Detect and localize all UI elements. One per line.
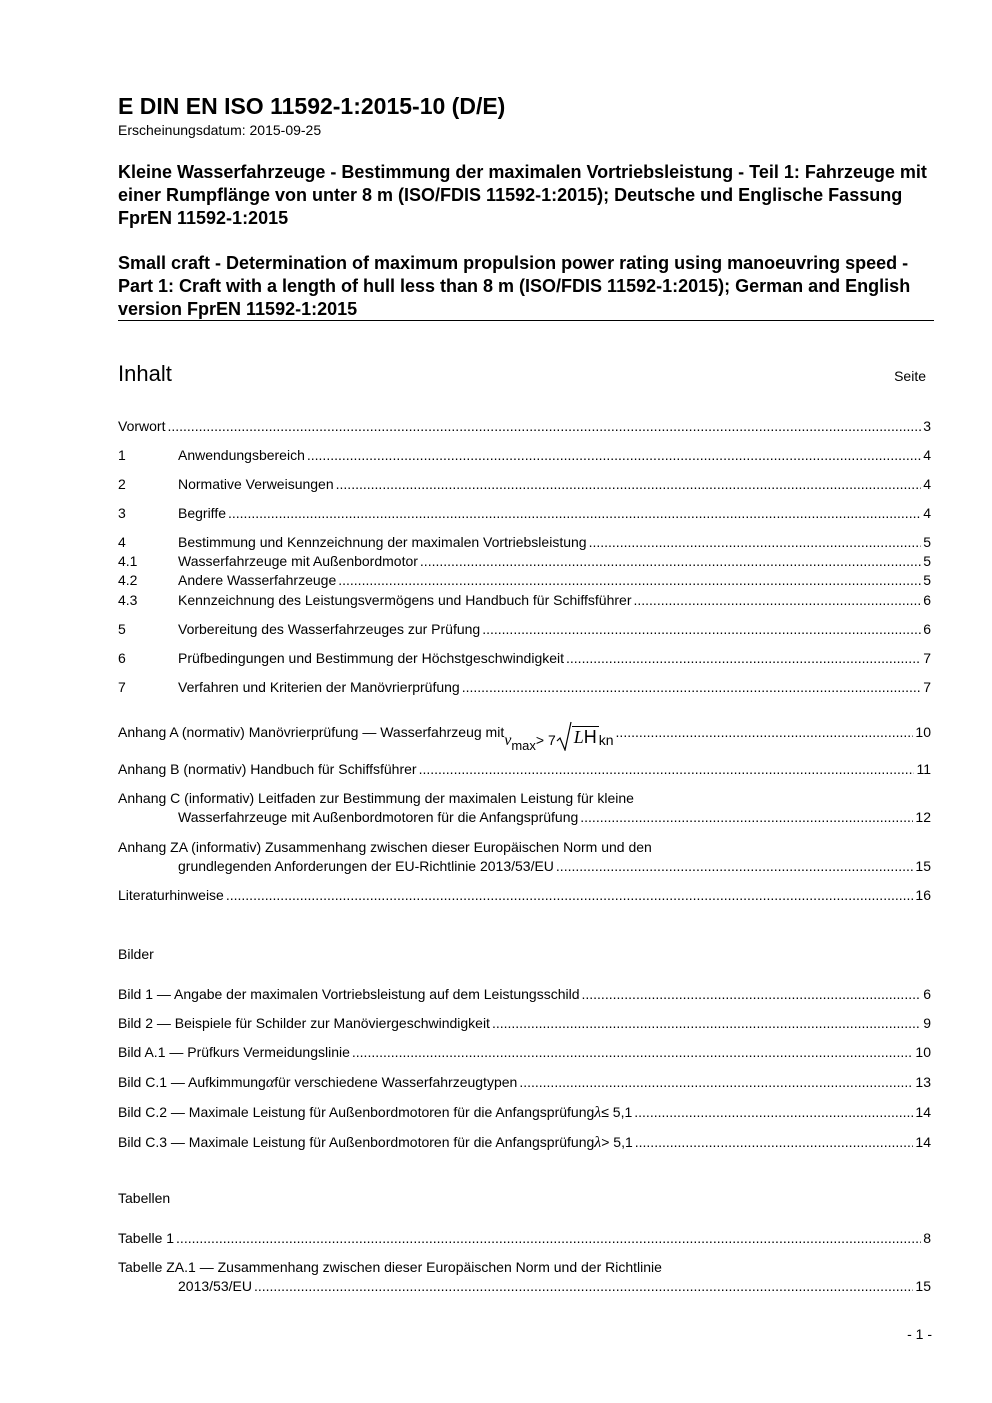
toc-entry-number: 7 — [118, 679, 126, 695]
title-divider — [118, 320, 934, 321]
toc-entry-page: 16 — [915, 887, 931, 903]
bibliography-label: Literaturhinweise — [118, 887, 224, 903]
toc-entry-page: 14 — [915, 1104, 931, 1120]
tables-heading: Tabellen — [118, 1190, 171, 1206]
toc-entry-label: Prüfbedingungen und Bestimmung der Höchstgeschwindigkeit — [178, 650, 565, 666]
alpha-symbol: α — [265, 1074, 275, 1091]
figure-entry[interactable] — [118, 1133, 931, 1151]
annex-a-label: Anhang A (normativ) Manövrierprüfung — Wasserfahrzeug mit — [118, 724, 505, 740]
figure-entry-label: > 5,1 — [601, 1134, 633, 1150]
figure-entry[interactable] — [118, 1103, 931, 1121]
figure-entry-label: Bild 2 — Beispiele für Schilder zur Manöviergeschwindigkeit — [118, 1015, 490, 1031]
toc-bibliography[interactable] — [118, 886, 931, 904]
title-english: Small craft - Determination of maximum propulsion power rating using manoeuvring speed - Part 1: Craft with a length of hull less than 8 m (ISO/FDIS 11592-1:2015); German and English version FprEN 11592-1:2015 — [118, 253, 911, 319]
toc-entry-number: 4.2 — [118, 572, 138, 588]
toc-entry[interactable] — [118, 649, 931, 667]
figure-entry-label: für verschiedene Wasserfahrzeugtypen — [274, 1074, 518, 1090]
figure-entry[interactable] — [118, 1043, 931, 1061]
toc-entry-number: 2 — [118, 476, 126, 492]
toc-entry-number: 4 — [118, 534, 126, 550]
toc-entry[interactable] — [118, 504, 931, 522]
annex-c-line1: Anhang C (informativ) Leitfaden zur Bestimmung der maximalen Leistung für kleine — [118, 790, 634, 806]
toc-entry[interactable] — [118, 552, 931, 570]
figure-entry[interactable] — [118, 1014, 931, 1032]
toc-entry-page: 4 — [923, 447, 931, 463]
figure-entry-label: Bild A.1 — Prüfkurs Vermeidungslinie — [118, 1044, 350, 1060]
toc-entry-label: Wasserfahrzeuge mit Außenbordmotor — [178, 553, 418, 569]
figure-entry-label: ≤ 5,1 — [601, 1104, 633, 1120]
toc-entry[interactable] — [118, 620, 931, 638]
annex-za-line2: grundlegenden Anforderungen der EU-Richtlinie 2013/53/EU — [178, 858, 554, 874]
document-id: E DIN EN ISO 11592-1:2015-10 (D/E) — [118, 93, 506, 119]
toc-entry-label: Vorbereitung des Wasserfahrzeuges zur Prüfung — [178, 621, 481, 637]
figure-entry[interactable] — [118, 985, 931, 1003]
toc-entry[interactable] — [118, 417, 931, 435]
toc-entry-page: 9 — [923, 1015, 931, 1031]
toc-entry-page: 5 — [923, 572, 931, 588]
publication-date: Erscheinungsdatum: 2015-09-25 — [118, 122, 322, 138]
toc-entry[interactable] — [118, 533, 931, 551]
toc-entry-page: 4 — [923, 505, 931, 521]
toc-entry-label: Kennzeichnung des Leistungsvermögens und Handbuch für Schiffsführer — [178, 592, 632, 608]
figure-entry-label: Bild C.1 — Aufkimmung — [118, 1074, 266, 1090]
toc-entry-number: 4.1 — [118, 553, 138, 569]
figure-entry-label: Bild C.2 — Maximale Leistung für Außenbordmotoren für die Anfangsprüfung — [118, 1104, 595, 1120]
toc-entry-page: 6 — [923, 986, 931, 1002]
toc-entry[interactable] — [118, 446, 931, 464]
toc-entry-page: 3 — [923, 418, 931, 434]
annex-b-label: Anhang B (normativ) Handbuch für Schiffsführer — [118, 761, 417, 777]
toc-entry-page: 5 — [923, 534, 931, 550]
sqrt-icon — [556, 721, 572, 751]
toc-entry-label: Bestimmung und Kennzeichnung der maximalen Vortriebsleistung — [178, 534, 587, 550]
figure-entry-label: Bild C.3 — Maximale Leistung für Außenbordmotoren für die Anfangsprüfung — [118, 1134, 595, 1150]
toc-entry-page: 7 — [923, 650, 931, 666]
toc-entry-label: Verfahren und Kriterien der Manövrierprüfung — [178, 679, 460, 695]
toc-entry-page: 13 — [915, 1074, 931, 1090]
table-entry-line2: 2013/53/EU — [178, 1278, 252, 1294]
toc-entry-page: 7 — [923, 679, 931, 695]
toc-entry[interactable] — [118, 571, 931, 589]
toc-annex-za[interactable] — [118, 838, 931, 876]
table-entry-line1: Tabelle ZA.1 — Zusammenhang zwischen dieser Europäischen Norm und der Richtlinie — [118, 1259, 662, 1275]
toc-entry-number: 3 — [118, 505, 126, 521]
title-german: Kleine Wasserfahrzeuge - Bestimmung der maximalen Vortriebsleistung - Teil 1: Fahrzeuge mit einer Rumpflänge von unter 8 m (ISO/FDIS 11592-1:2015); Deutsche und Englische Fassung FprEN 11592-1:2015 — [118, 162, 927, 228]
toc-entry-page: 10 — [915, 724, 931, 740]
toc-entry-page: 11 — [916, 761, 931, 777]
toc-entry-page: 15 — [915, 1278, 931, 1294]
toc-entry-page: 6 — [923, 592, 931, 608]
toc-entry-number: 5 — [118, 621, 126, 637]
toc-entry-page: 12 — [915, 809, 931, 825]
toc-entry-number: 4.3 — [118, 592, 138, 608]
figure-entry-label: Bild 1 — Angabe der maximalen Vortriebsleistung auf dem Leistungsschild — [118, 986, 580, 1002]
toc-entry-page: 8 — [923, 1230, 931, 1246]
toc-entry-page: 4 — [923, 476, 931, 492]
toc-entry-label: Begriffe — [178, 505, 226, 521]
toc-entry-page: 6 — [923, 621, 931, 637]
toc-entry-number: 6 — [118, 650, 126, 666]
toc-entry[interactable] — [118, 475, 931, 493]
toc-annex-b[interactable] — [118, 760, 931, 778]
toc-annex-c[interactable] — [118, 789, 931, 827]
toc-entry-page: 15 — [915, 858, 931, 874]
toc-entry[interactable] — [118, 678, 931, 696]
toc-heading: Inhalt — [118, 361, 172, 386]
toc-entry-label: Andere Wasserfahrzeuge — [178, 572, 337, 588]
lambda-symbol: λ — [594, 1104, 602, 1121]
figure-entry[interactable] — [118, 1073, 931, 1091]
toc-entry-page: 5 — [923, 553, 931, 569]
toc-entry-page: 10 — [915, 1044, 931, 1060]
annex-za-line1: Anhang ZA (informativ) Zusammenhang zwischen dieser Europäischen Norm und den — [118, 839, 652, 855]
toc-page-label: Seite — [894, 368, 926, 384]
table-entry[interactable] — [118, 1229, 931, 1247]
annex-a-formula: v max > 7 LH kn — [504, 715, 613, 750]
page-number: - 1 - — [907, 1326, 932, 1342]
toc-entry[interactable] — [118, 591, 931, 609]
toc-entry-label: Anwendungsbereich — [178, 447, 305, 463]
table-entry[interactable] — [118, 1258, 931, 1296]
toc-entry-number: 1 — [118, 447, 126, 463]
toc-annex-a[interactable] — [118, 717, 931, 753]
figures-heading: Bilder — [118, 946, 154, 962]
toc-entry-page: 14 — [915, 1134, 931, 1150]
lambda-symbol: λ — [594, 1134, 602, 1151]
table-entry-label: Tabelle 1 — [118, 1230, 175, 1246]
annex-c-line2: Wasserfahrzeuge mit Außenbordmotoren für die Anfangsprüfung — [178, 809, 579, 825]
toc-entry-label: Vorwort — [118, 418, 166, 434]
toc-entry-label: Normative Verweisungen — [178, 476, 334, 492]
